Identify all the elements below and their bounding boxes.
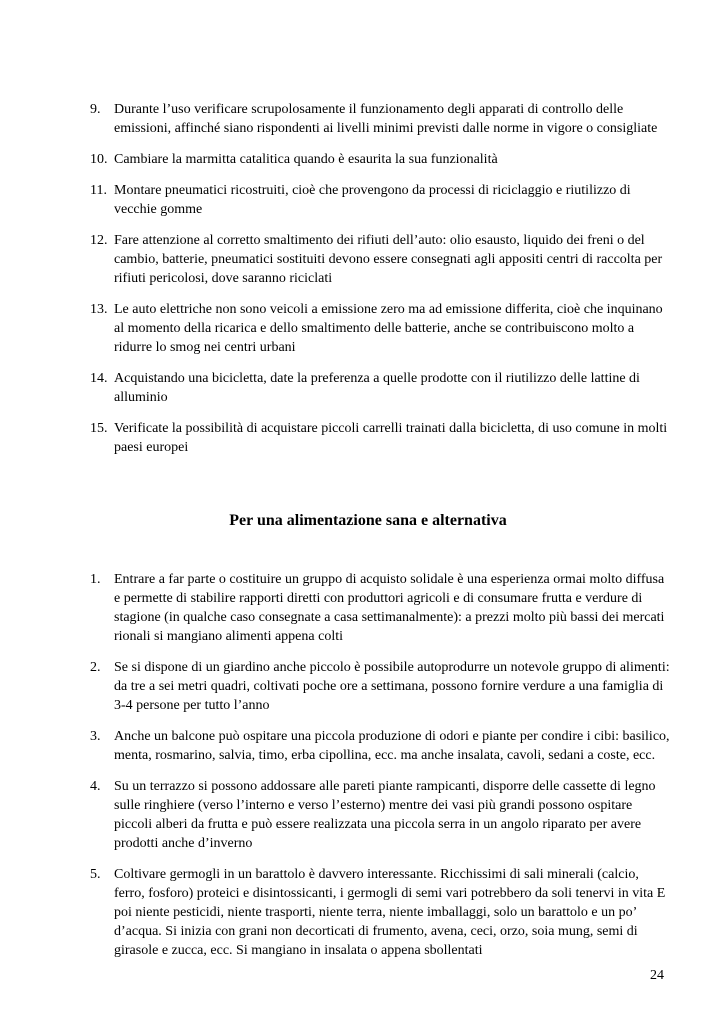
item-number: 2. [90,660,101,675]
list-item [90,100,670,138]
item-text: Durante l’uso verificare scrupolosamente il funzionamento degli apparati di controllo delle emissioni, affinché siano rispondenti ai livelli minimi previsti dalle norme in vigore o consigliate [114,102,658,136]
page-number: 24 [650,968,664,983]
list-item [90,231,670,288]
item-text: Fare attenzione al corretto smaltimento dei rifiuti dell’auto: olio esausto, liquido dei freni o del cambio, batterie, pneumatici sostituiti devono essere consegnati agli appositi centri di raccolta per rifiuti pericolosi, dove saranno riciclati [114,233,663,286]
list-item [90,181,670,219]
list-item [90,570,670,646]
item-text: Verificate la possibilità di acquistare piccoli carrelli trainati dalla bicicletta, di uso comune in molti paesi europei [114,421,668,455]
list-item [90,300,670,357]
list-item [90,150,670,169]
item-number: 10. [90,152,108,167]
item-text: Anche un balcone può ospitare una piccola produzione di odori e piante per condire i cibi: basilico, menta, rosmarino, salvia, timo, erba cipollina, ecc. ma anche insalata, cavoli, sedani a coste, ecc. [114,729,670,763]
list-item [90,369,670,407]
item-number: 4. [90,779,101,794]
item-number: 1. [90,572,101,587]
section-heading [0,511,728,531]
item-number: 13. [90,302,108,317]
item-text: Entrare a far parte o costituire un gruppo di acquisto solidale è una esperienza ormai molto diffusa e permette di stabilire rapporti diretti con produttori agricoli e di consumare frutta e verdure di stagione (in qualche caso consegnate a casa settimanalmente): a prezzi molto più bassi dei mercati rionali si mangiano alimenti appena colti [114,572,665,644]
item-text: Se si dispone di un giardino anche piccolo è possibile autoprodurre un notevole gruppo di alimenti: da tre a sei metri quadri, coltivati poche ore a settimana, possono fornire verdure a una famiglia di 3-4 persone per tutto l’anno [114,660,670,713]
list-item [90,727,670,765]
item-text: Le auto elettriche non sono veicoli a emissione zero ma ad emissione differita, cioè che inquinano al momento della ricarica e dello smaltimento delle batterie, anche se contribuiscono molto a ridurre lo smog nei centri urbani [114,302,663,355]
list-item [90,777,670,853]
item-number: 3. [90,729,101,744]
list-item [90,658,670,715]
item-number: 15. [90,421,108,436]
list-item [90,865,670,960]
item-number: 12. [90,233,108,248]
food-tips-list [90,570,670,972]
list-item [90,419,670,457]
item-text: Su un terrazzo si possono addossare alle pareti piante rampicanti, disporre delle cassette di legno sulle ringhiere (verso l’interno e verso l’esterno) mentre dei vasi più grandi possono ospitare piccoli alberi da frutta e può essere realizzata una piccola serra in un angolo riparato per avere prodotti anche d’inverno [114,779,656,851]
item-number: 9. [90,102,101,117]
item-text: Cambiare la marmitta catalitica quando è esaurita la sua funzionalità [114,152,498,167]
item-text: Montare pneumatici ricostruiti, cioè che provengono da processi di riciclaggio e riutilizzo di vecchie gomme [114,183,631,217]
item-text: Coltivare germogli in un barattolo è davvero interessante. Ricchissimi di sali minerali (calcio, ferro, fosforo) proteici e disintossicanti, i germogli di semi vari potrebbero da soli tenervi in vita E poi niente pesticidi, niente trasporti, niente terra, niente imballaggi, solo un barattolo e un po’ d’acqua. Si inizia con grani non decorticati di frumento, avena, ceci, orzo, soia mung, semi di girasole e zucca, ecc. Si mangiano in insalata o appena sbollentati [114,867,666,958]
item-number: 11. [90,183,107,198]
car-tips-list [90,100,670,469]
item-number: 5. [90,867,101,882]
item-number: 14. [90,371,108,386]
item-text: Acquistando una bicicletta, date la preferenza a quelle prodotte con il riutilizzo delle lattine di alluminio [114,371,640,405]
section-heading-text: Per una alimentazione sana e alternativa [229,512,507,529]
